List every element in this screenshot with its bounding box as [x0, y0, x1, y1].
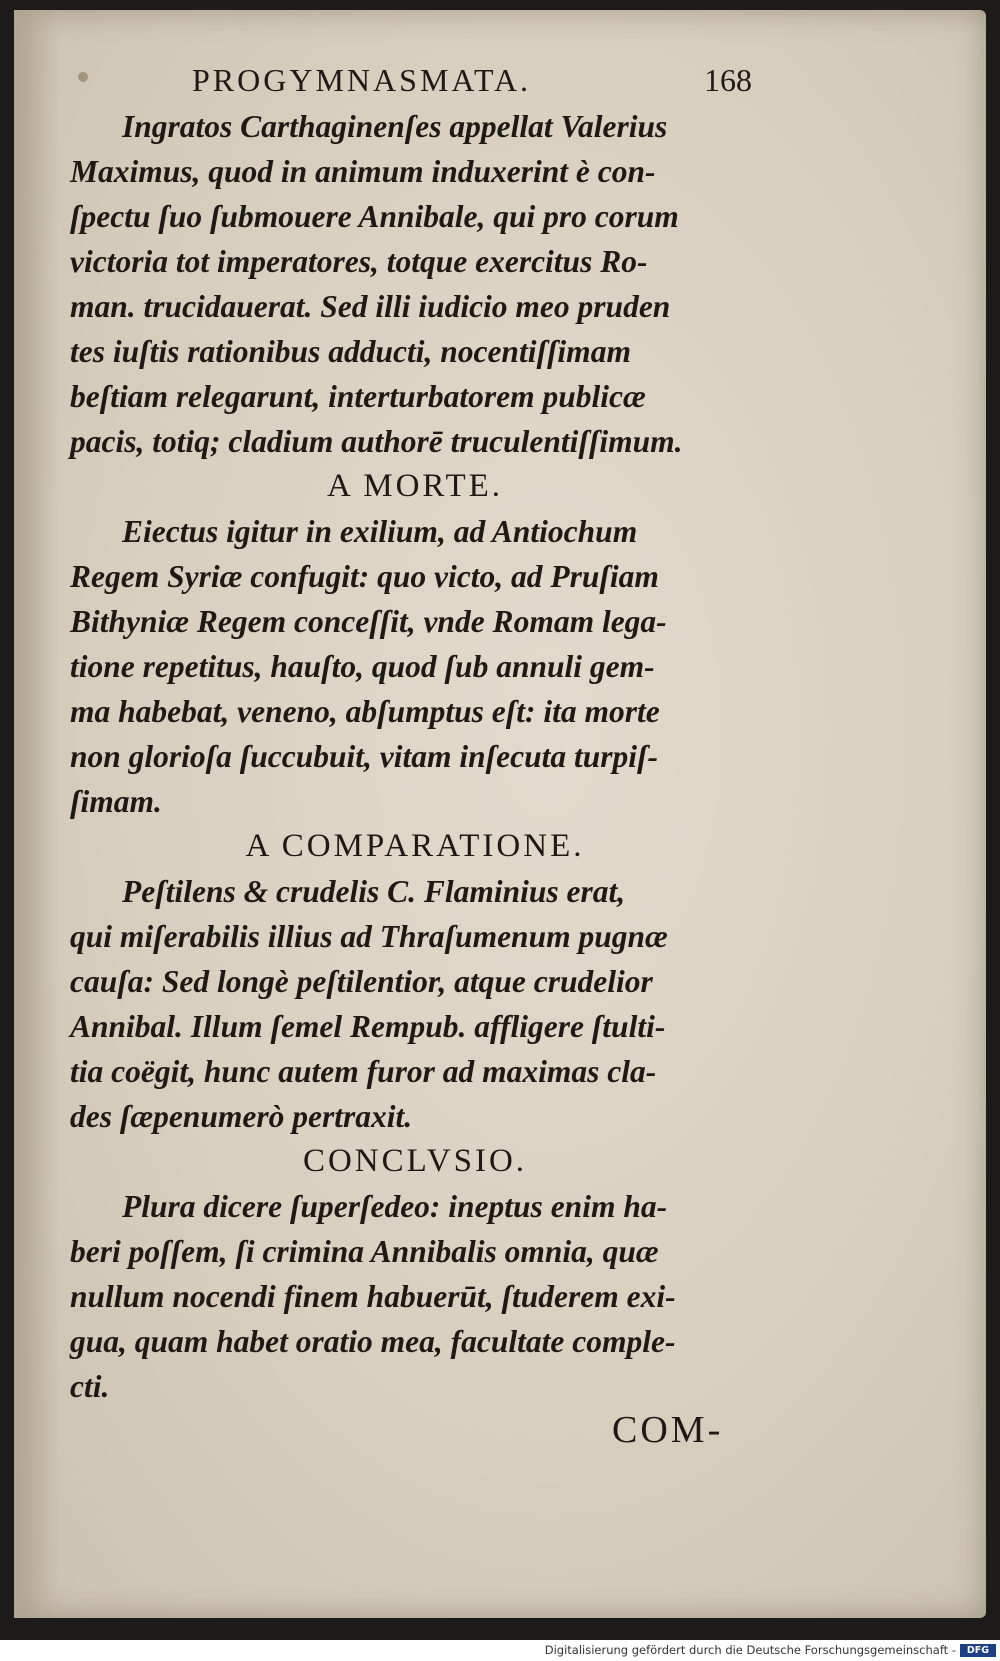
text-line: Plura dicere ſuperſedeo: ineptus enim ha-: [122, 1189, 668, 1224]
text-line: tes iuſtis rationibus adducti, nocentiſſimam: [70, 334, 631, 369]
page-number: 168: [704, 62, 752, 98]
text-line: Ingratos Carthaginenſes appellat Valerius: [122, 109, 668, 144]
footer-bar: [0, 1640, 1000, 1661]
dfg-logo: DFG: [960, 1644, 996, 1657]
text-line: pacis, totiq; cladium authorē truculentiſſimum.: [70, 424, 683, 459]
section-heading-a-comparatione: A COMPARATIONE.: [245, 828, 585, 864]
text-line: Peſtilens & crudelis C. Flaminius erat,: [122, 874, 626, 909]
text-line: ſpectu ſuo ſubmouere Annibale, qui pro corum: [70, 199, 679, 234]
text-line: tione repetitus, hauſto, quod ſub annuli gem-: [70, 649, 655, 684]
text-line: des ſæpenumerò pertraxit.: [70, 1099, 413, 1134]
text-line: man. trucidauerat. Sed illi iudicio meo pruden: [70, 289, 671, 324]
text-line: ſimam.: [70, 784, 162, 819]
text-line: qui miſerabilis illius ad Thraſumenum pugnæ: [70, 919, 668, 954]
text-line: Annibal. Illum ſemel Rempub. affligere ſtulti-: [70, 1009, 666, 1044]
running-title: PROGYMNASMATA.: [192, 62, 532, 98]
catchword: COM-: [612, 1409, 724, 1451]
text-line: tia coëgit, hunc autem furor ad maximas cla-: [70, 1054, 657, 1089]
text-line: cauſa: Sed longè peſtilentior, atque crudelior: [70, 964, 653, 999]
text-line: nullum nocendi finem habuerūt, ſtuderem exi-: [70, 1279, 676, 1314]
text-line: Eiectus igitur in exilium, ad Antiochum: [122, 514, 638, 549]
text-line: beſtiam relegarunt, interturbatorem publicæ: [70, 379, 646, 414]
text-line: ma habebat, veneno, abſumptus eſt: ita morte: [70, 694, 660, 729]
funding-note: Digitalisierung gefördert durch die Deutsche Forschungsgemeinschaft -: [544, 1643, 956, 1657]
page-stain: [78, 72, 88, 82]
text-line: Maximus, quod in animum induxerint è con-: [70, 154, 656, 189]
text-line: cti.: [70, 1369, 110, 1404]
text-line: non glorioſa ſuccubuit, vitam inſecuta turpiſ-: [70, 739, 659, 774]
page-gutter: [14, 10, 60, 1618]
section-heading-a-morte: A MORTE.: [326, 468, 504, 504]
section-heading-conclusio: CONCLVSIO.: [302, 1143, 528, 1179]
running-header: [192, 62, 752, 102]
text-line: Regem Syriæ confugit: quo victo, ad Pruſiam: [70, 559, 659, 594]
text-line: beri poſſem, ſi crimina Annibalis omnia, quæ: [70, 1234, 659, 1269]
text-line: Bithyniæ Regem conceſſit, vnde Romam lega-: [70, 604, 667, 639]
text-line: victoria tot imperatores, totque exercitus Ro-: [70, 244, 648, 279]
text-line: gua, quam habet oratio mea, facultate comple-: [70, 1324, 676, 1359]
page-text: [70, 104, 760, 1409]
